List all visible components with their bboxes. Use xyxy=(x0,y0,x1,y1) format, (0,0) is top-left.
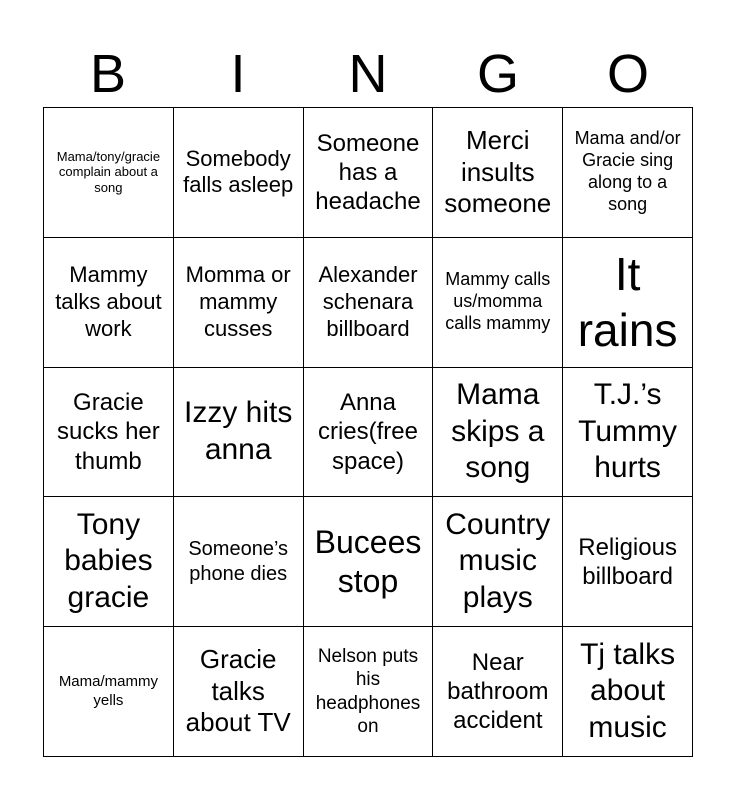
bingo-cell-label: Izzy hits anna xyxy=(184,396,293,466)
bingo-cell-label: Someone’s phone dies xyxy=(188,538,289,585)
bingo-cell-label: Alexander schenara billboard xyxy=(318,261,418,341)
bingo-cell-label: Mammy calls us/momma calls mammy xyxy=(445,269,551,334)
bingo-cell-label: Near bathroom accident xyxy=(447,648,549,735)
bingo-cell-label: It rains xyxy=(577,248,678,357)
bingo-cell-label: Mama/mammy yells xyxy=(58,673,158,709)
bingo-cell-label: Tony babies gracie xyxy=(64,507,153,615)
header-letter-n: N xyxy=(348,44,388,104)
bingo-cell-label: Nelson puts his headphones on xyxy=(315,646,421,737)
bingo-cell-r2c3[interactable] xyxy=(304,238,434,368)
bingo-cell-label: Merci insults someone xyxy=(444,124,552,219)
bingo-cell-r3c1[interactable] xyxy=(44,368,174,498)
bingo-cell-label: Country music plays xyxy=(445,507,551,615)
bingo-cell-label: Someone has a headache xyxy=(315,129,421,216)
bingo-cell-r2c2[interactable] xyxy=(174,238,304,368)
bingo-cell-label: Religious billboard xyxy=(578,533,677,590)
bingo-cell-label: Tj talks about music xyxy=(580,637,676,744)
bingo-cell-r1c4[interactable] xyxy=(433,108,563,238)
bingo-header xyxy=(43,40,693,108)
bingo-cell-r4c5[interactable] xyxy=(563,497,693,627)
bingo-cell-label: Somebody falls asleep xyxy=(183,145,294,198)
bingo-cell-r5c4[interactable] xyxy=(433,627,563,757)
header-letter-i: I xyxy=(230,44,246,104)
bingo-cell-label: Mammy talks about work xyxy=(55,261,162,341)
bingo-cell-label: Gracie talks about TV xyxy=(185,644,291,738)
bingo-cell-r4c3[interactable] xyxy=(304,497,434,627)
header-letter-g: G xyxy=(476,44,519,104)
bingo-cell-label: Mama skips a song xyxy=(451,378,545,485)
bingo-cell-label: Mama/tony/gracie complain about a song xyxy=(56,148,161,196)
bingo-cell-r2c4[interactable] xyxy=(433,238,563,368)
bingo-cell-r3c3[interactable] xyxy=(304,368,434,498)
bingo-cell-r4c1[interactable] xyxy=(44,497,174,627)
bingo-cell-label: Mama and/or Gracie sing along to a song xyxy=(574,128,681,215)
bingo-cell-r2c5[interactable] xyxy=(563,238,693,368)
bingo-cell-r3c2[interactable] xyxy=(174,368,304,498)
bingo-cell-r1c3[interactable] xyxy=(304,108,434,238)
bingo-cell-label: Momma or mammy cusses xyxy=(185,261,291,341)
header-letter-o: O xyxy=(606,44,649,104)
bingo-cell-r1c5[interactable] xyxy=(563,108,693,238)
bingo-cell-label: T.J.’s Tummy hurts xyxy=(578,378,678,485)
bingo-cell-r5c3[interactable] xyxy=(304,627,434,757)
bingo-cell-r5c2[interactable] xyxy=(174,627,304,757)
bingo-cell-r2c1[interactable] xyxy=(44,238,174,368)
header-letter-b: B xyxy=(89,44,127,104)
bingo-cell-r3c5[interactable] xyxy=(563,368,693,498)
bingo-cell-r4c2[interactable] xyxy=(174,497,304,627)
bingo-cell-label: Bucees stop xyxy=(314,523,422,599)
bingo-cell-r5c5[interactable] xyxy=(563,627,693,757)
bingo-cell-label: Gracie sucks her thumb xyxy=(57,389,160,475)
bingo-board xyxy=(43,107,693,757)
bingo-cell-label: Anna cries(free space) xyxy=(317,389,418,475)
bingo-cell-r1c2[interactable] xyxy=(174,108,304,238)
bingo-cell-r1c1[interactable] xyxy=(44,108,174,238)
bingo-cell-r5c1[interactable] xyxy=(44,627,174,757)
bingo-cell-r3c4[interactable] xyxy=(433,368,563,498)
bingo-cell-r4c4[interactable] xyxy=(433,497,563,627)
